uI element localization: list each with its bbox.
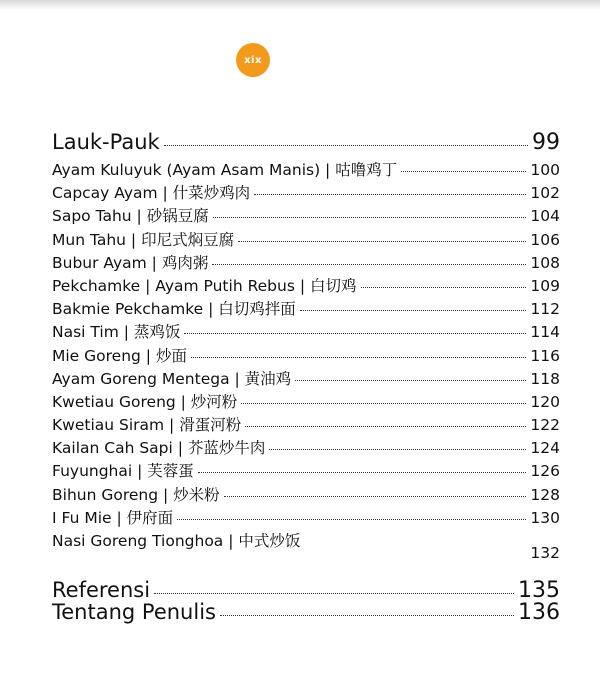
toc-entry-page: 104 [530, 207, 560, 226]
toc-entry-title: Kailan Cah Sapi | 芥蓝炒牛肉 [52, 439, 266, 458]
toc-entry-title: Ayam Kuluyuk (Ayam Asam Manis) | 咕噜鸡丁 [52, 161, 398, 179]
toc-entry[interactable] [52, 228, 560, 251]
table-of-contents [52, 130, 560, 628]
toc-entry-page: 124 [530, 439, 560, 458]
dot-leader [184, 333, 526, 334]
toc-entry[interactable] [52, 506, 560, 529]
page-number-badge [236, 43, 270, 77]
toc-entry-page: 102 [530, 184, 560, 203]
dot-leader [254, 194, 526, 195]
toc-entry-title: Bihun Goreng | 炒米粉 [52, 485, 220, 504]
dot-leader [154, 593, 514, 594]
section-spacer [52, 564, 560, 578]
toc-section-title: Referensi [52, 578, 151, 602]
dot-leader [269, 449, 526, 450]
toc-entry[interactable] [52, 204, 560, 227]
toc-section-page: 99 [532, 130, 560, 155]
toc-entry-title: Sapo Tahu | 砂锅豆腐 [52, 207, 209, 226]
toc-entry-title: Pekchamke | Ayam Putih Rebus | 白切鸡 [52, 276, 357, 295]
toc-entry[interactable] [52, 251, 560, 274]
toc-entry[interactable] [52, 344, 560, 367]
toc-entries [52, 158, 560, 529]
toc-entry-title: Kwetiau Goreng | 炒河粉 [52, 392, 238, 411]
dot-leader [177, 519, 526, 520]
toc-entry-page: 128 [530, 485, 560, 504]
toc-entry[interactable] [52, 390, 560, 413]
toc-section-referensi[interactable] [52, 578, 560, 603]
toc-entry[interactable] [52, 483, 560, 506]
toc-section-lauk-pauk[interactable] [52, 130, 560, 158]
toc-entry-page: 132 [530, 544, 560, 562]
toc-entry[interactable] [52, 367, 560, 390]
toc-entry-page: 106 [530, 230, 560, 249]
toc-entry[interactable] [52, 413, 560, 436]
toc-entry-title: Kwetiau Siram | 滑蛋河粉 [52, 416, 242, 435]
toc-entry-page: 120 [530, 392, 560, 411]
toc-section-page: 136 [518, 600, 560, 625]
toc-entry-page: 112 [530, 300, 560, 319]
toc-section-page: 135 [518, 578, 560, 603]
toc-entry-title: Mie Goreng | 炒面 [52, 346, 187, 365]
toc-entry-title: I Fu Mie | 伊府面 [52, 508, 174, 527]
toc-entry[interactable] [52, 181, 560, 204]
toc-entry-page: 118 [530, 369, 560, 388]
toc-entry-page: 130 [530, 508, 560, 527]
dot-leader [238, 241, 526, 242]
dot-leader [164, 145, 528, 146]
toc-entry-title: Fuyunghai | 芙蓉蛋 [52, 462, 194, 481]
toc-entry-title: Nasi Tim | 蒸鸡饭 [52, 323, 181, 342]
toc-entry-page: 126 [530, 462, 560, 481]
toc-entry-title: Bubur Ayam | 鸡肉粥 [52, 253, 209, 272]
page-number: xix [244, 54, 262, 66]
toc-entry-title: Bakmie Pekchamke | 白切鸡拌面 [52, 300, 296, 319]
toc-entry-page: 108 [530, 253, 560, 272]
toc-entry-title: Capcay Ayam | 什菜炒鸡肉 [52, 184, 251, 203]
dot-leader [212, 264, 526, 265]
dot-leader [401, 171, 526, 172]
toc-entry-page: 100 [530, 161, 560, 179]
toc-entry-page: 116 [530, 346, 560, 365]
toc-entry-page: 122 [530, 416, 560, 435]
dot-leader [224, 496, 527, 497]
dot-leader [191, 357, 526, 358]
toc-entry-page: 114 [530, 323, 560, 342]
toc-section-title: Lauk-Pauk [52, 130, 160, 154]
toc-section-title: Tentang Penulis [52, 600, 216, 624]
dot-leader [361, 287, 527, 288]
toc-entry[interactable] [52, 297, 560, 320]
toc-section-tentang-penulis[interactable] [52, 600, 560, 628]
toc-entry[interactable] [52, 274, 560, 297]
dot-leader [198, 472, 527, 473]
toc-entry-title: Ayam Goreng Mentega | 黄油鸡 [52, 369, 292, 388]
toc-entry[interactable] [52, 320, 560, 343]
toc-entry[interactable] [52, 158, 560, 181]
dot-leader [241, 403, 526, 404]
dot-leader [220, 615, 514, 616]
dot-leader [295, 380, 526, 381]
toc-entry[interactable] [52, 459, 560, 482]
toc-entry-title: Nasi Goreng Tionghoa | 中式炒饭 [52, 532, 301, 550]
dot-leader [300, 310, 527, 311]
toc-entry-title: Mun Tahu | 印尼式焖豆腐 [52, 230, 235, 249]
toc-entry-page: 109 [530, 276, 560, 295]
dot-leader [245, 426, 526, 427]
dot-leader [213, 217, 527, 218]
page-top-edge [0, 0, 600, 10]
toc-entry[interactable] [52, 436, 560, 459]
